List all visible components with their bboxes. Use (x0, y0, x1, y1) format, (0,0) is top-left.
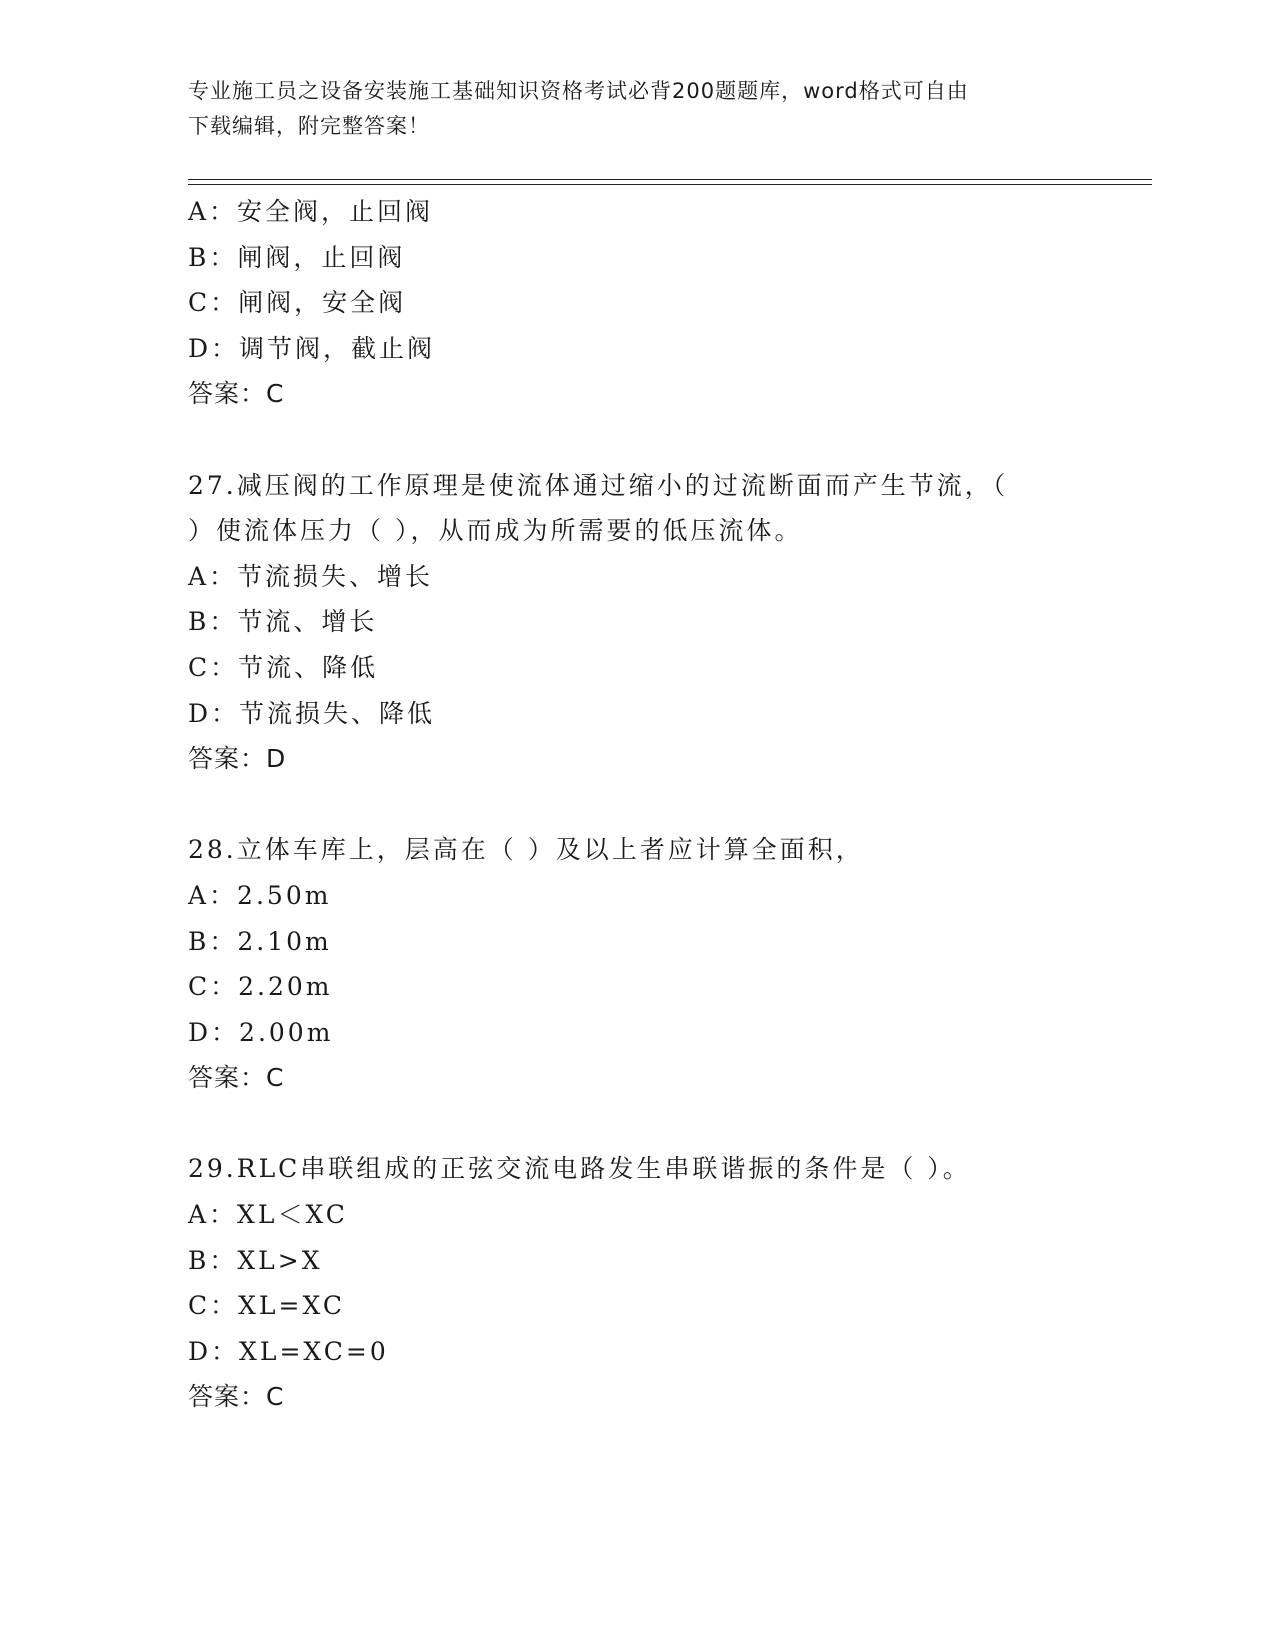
answer: 答案：C (188, 1063, 285, 1093)
question-stem: 27.减压阀的工作原理是使流体通过缩小的过流断面而产生节流，（ (188, 470, 1009, 500)
header-line-2: 下载编辑，附完整答案！ (188, 114, 430, 138)
option-a: A：XL＜XC (188, 1200, 348, 1230)
option-b: B：闸阀，止回阀 (188, 242, 406, 272)
spacer (188, 417, 1152, 463)
question-list (188, 189, 1152, 1420)
option-d: D：节流损失、降低 (188, 698, 436, 728)
option-c: C：2.20m (188, 972, 333, 1002)
question-stem-continued: ）使流体压力（ ），从而成为所需要的低压流体。 (188, 516, 803, 546)
option-c: C：节流、降低 (188, 652, 379, 682)
question-stem: 29.RLC串联组成的正弦交流电路发生串联谐振的条件是（ ）。 (188, 1154, 971, 1184)
document-header (188, 74, 1088, 144)
header-divider-top (188, 179, 1152, 180)
question-28 (188, 827, 1152, 1101)
option-d: D：调节阀，截止阀 (188, 333, 436, 363)
spacer (188, 782, 1152, 828)
answer: 答案：D (188, 744, 287, 774)
question-27 (188, 463, 1152, 782)
option-b: B：XL>X (188, 1245, 323, 1275)
answer: 答案：C (188, 379, 285, 409)
header-divider-bottom (188, 184, 1152, 185)
question-29 (188, 1146, 1152, 1420)
option-b: B：节流、增长 (188, 607, 378, 637)
option-a: A：安全阀，止回阀 (188, 197, 434, 226)
question-26 (188, 189, 1152, 417)
option-d: D：XL=XC=0 (188, 1336, 389, 1366)
answer: 答案：C (188, 1382, 285, 1412)
option-c: C：XL=XC (188, 1291, 345, 1321)
option-a: A：2.50m (188, 880, 332, 910)
option-d: D：2.00m (188, 1017, 334, 1047)
option-c: C：闸阀，安全阀 (188, 288, 407, 318)
header-line-1: 专业施工员之设备安装施工基础知识资格考试必背200题题库，word格式可自由 (188, 79, 969, 103)
option-a: A：节流损失、增长 (188, 561, 434, 591)
option-b: B：2.10m (188, 926, 332, 956)
spacer (188, 1101, 1152, 1147)
question-stem: 28.立体车库上，层高在（ ）及以上者应计算全面积， (188, 835, 864, 865)
